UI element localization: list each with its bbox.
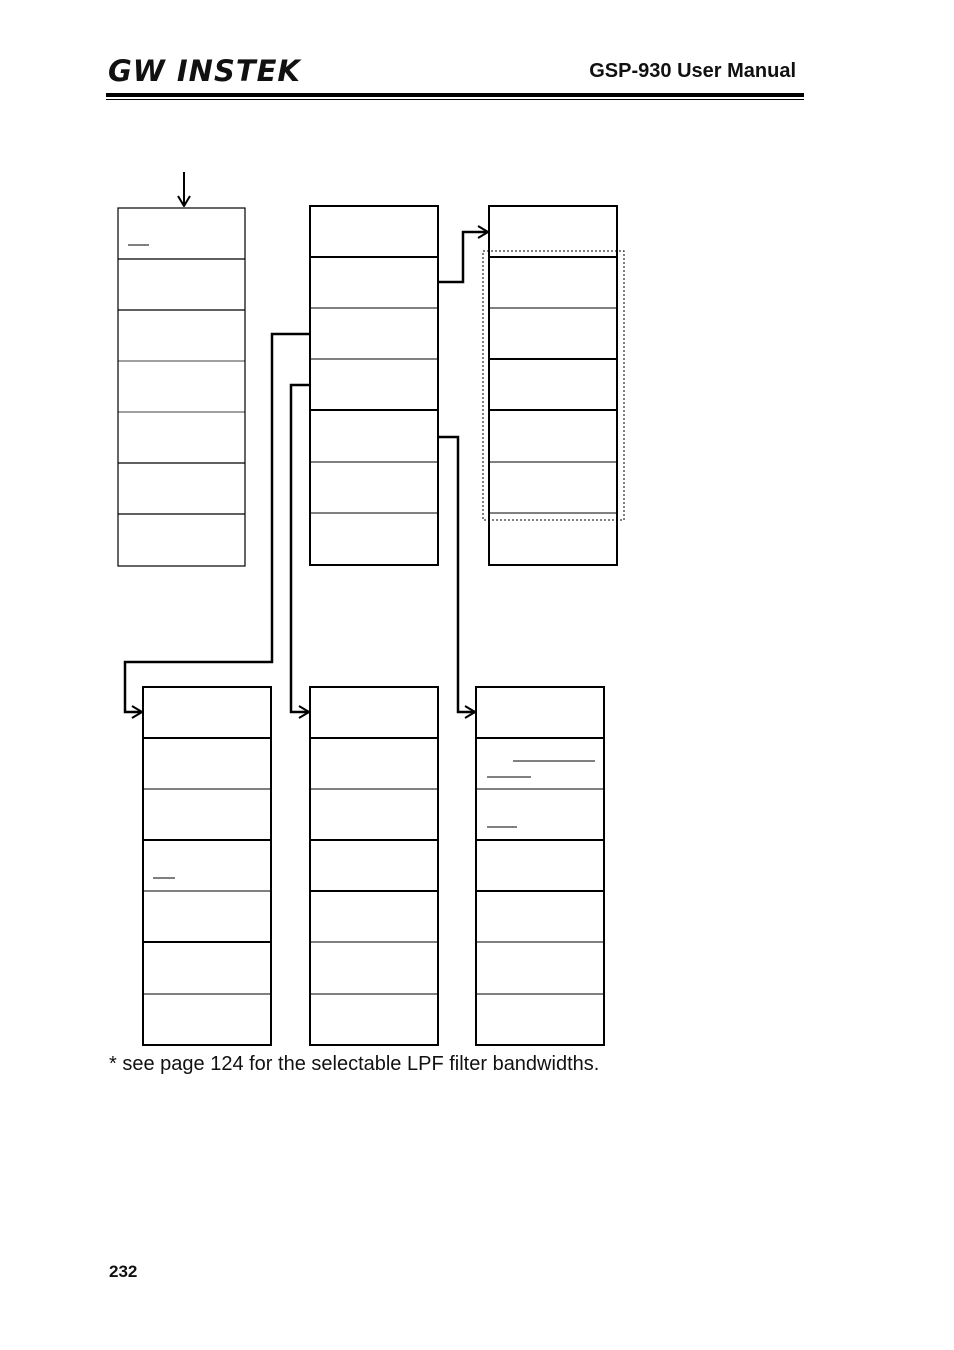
menu-column-4 xyxy=(143,687,271,1045)
menu-column-5 xyxy=(310,687,438,1045)
connector-col2-to-col3 xyxy=(438,232,488,282)
page-number: 232 xyxy=(109,1262,138,1281)
connector-col2-to-col4 xyxy=(125,334,310,712)
footnote: * see page 124 for the selectable LPF filter bandwidths. xyxy=(109,1053,600,1075)
dotted-selection-frame xyxy=(483,251,624,520)
page-title: GSP-930 User Manual xyxy=(589,60,796,82)
menu-column-6 xyxy=(476,687,604,1045)
connector-col2-to-col6 xyxy=(438,437,475,712)
connector-col2-to-col5 xyxy=(291,385,310,712)
menu-column-3 xyxy=(483,206,624,565)
menu-column-1 xyxy=(118,208,245,566)
brand-logo: GW INSTEK xyxy=(108,54,301,88)
menu-column-2 xyxy=(310,206,438,565)
